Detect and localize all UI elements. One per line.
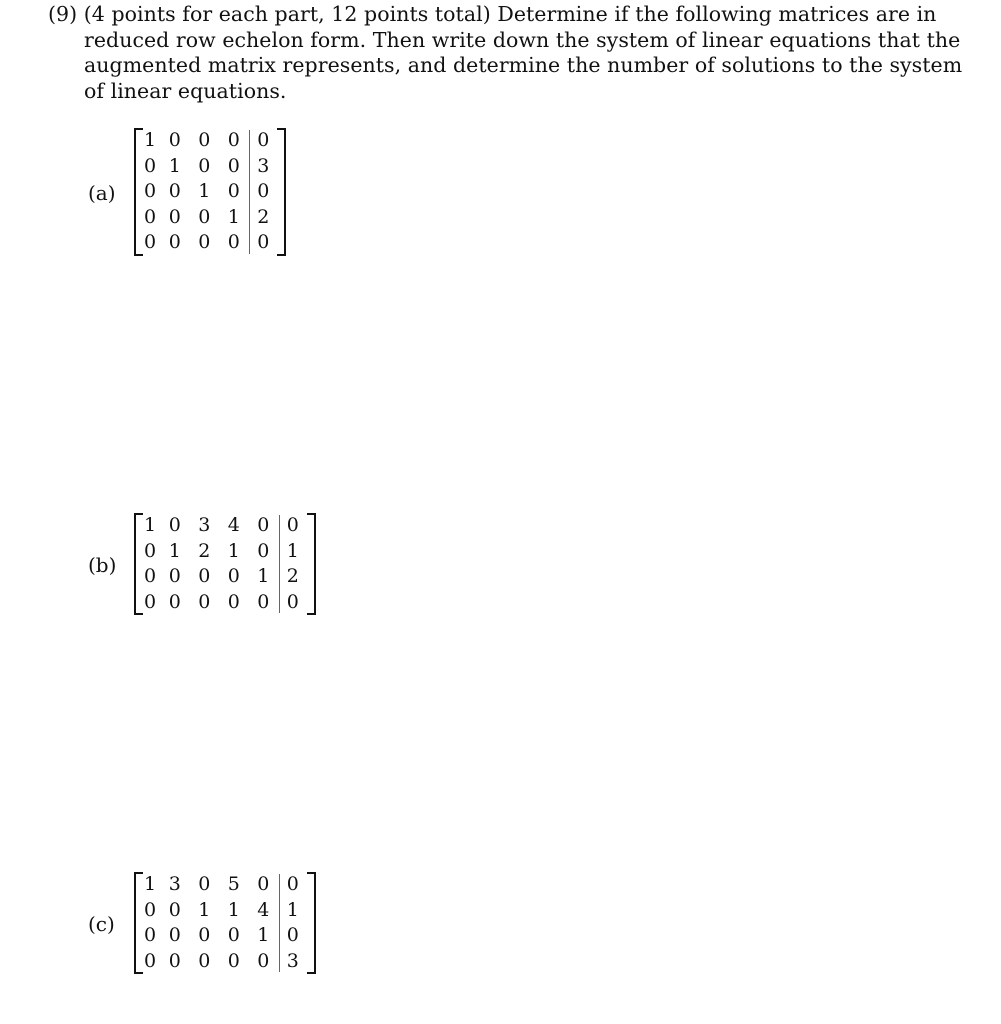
matrix-entry: 0 xyxy=(198,129,211,152)
matrix-entry: 1 xyxy=(227,205,240,228)
matrix-entry: 4 xyxy=(257,898,270,921)
matrix-row xyxy=(136,923,314,949)
problem-text-line: augmented matrix represents, and determine the number of solutions to the system xyxy=(84,53,963,77)
matrix-entry: 0 xyxy=(168,924,181,947)
matrix-entry: 0 xyxy=(198,924,211,947)
matrix-row xyxy=(136,872,314,898)
part-label: (a) xyxy=(88,181,116,205)
problem-text-line: reduced row echelon form. Then write down the system of linear equations that the xyxy=(84,27,961,52)
matrix-entry: 0 xyxy=(168,898,181,921)
matrix-row xyxy=(136,128,284,154)
matrix-rhs-entry: 0 xyxy=(286,514,299,537)
matrix-row xyxy=(136,179,284,205)
matrix-entry: 1 xyxy=(144,514,157,537)
left-bracket xyxy=(134,128,143,256)
matrix-rhs-entry: 0 xyxy=(257,231,270,254)
matrix-entry: 0 xyxy=(227,565,240,588)
matrix-row xyxy=(136,539,314,565)
matrix-rhs-entry: 0 xyxy=(286,924,299,947)
matrix-entry: 0 xyxy=(168,949,181,972)
matrix-entry: 1 xyxy=(227,539,240,562)
matrix-entry: 1 xyxy=(144,873,157,896)
problem-text-line: (9) (4 points for each part, 12 points total) Determine if the following matrices are in xyxy=(48,2,937,26)
matrix-rows xyxy=(136,872,314,974)
right-bracket xyxy=(307,872,316,974)
matrix-rhs-entry: 0 xyxy=(257,180,270,203)
matrix-entry: 0 xyxy=(227,180,240,203)
matrix-entry: 0 xyxy=(198,590,211,613)
augmented-matrix xyxy=(136,513,314,615)
matrix-row xyxy=(136,564,314,590)
matrix-entry: 0 xyxy=(257,949,270,972)
problem-statement xyxy=(48,2,963,104)
matrix-row xyxy=(136,230,284,256)
matrix-entry: 4 xyxy=(227,514,240,537)
matrix-entry: 0 xyxy=(198,873,211,896)
matrix-entry: 0 xyxy=(144,565,157,588)
matrix-entry: 0 xyxy=(168,129,181,152)
matrix-entry: 0 xyxy=(198,565,211,588)
matrix-rows xyxy=(136,128,284,256)
matrix-rhs-entry: 0 xyxy=(257,129,270,152)
matrix-rhs-entry: 2 xyxy=(286,565,299,588)
matrix-entry: 0 xyxy=(168,565,181,588)
matrix-row xyxy=(136,590,314,616)
matrix-entry: 0 xyxy=(257,539,270,562)
matrix-entry: 1 xyxy=(257,924,270,947)
matrix-row xyxy=(136,154,284,180)
matrix-entry: 0 xyxy=(144,949,157,972)
matrix-row xyxy=(136,513,314,539)
problem-text-line: of linear equations. xyxy=(84,78,287,103)
matrix-entry: 3 xyxy=(198,514,211,537)
part-label: (b) xyxy=(88,553,117,577)
matrix-entry: 0 xyxy=(168,590,181,613)
matrix-entry: 0 xyxy=(257,873,270,896)
right-bracket xyxy=(307,513,316,615)
matrix-row xyxy=(136,949,314,975)
matrix-entry: 0 xyxy=(168,231,181,254)
matrix-entry: 0 xyxy=(144,539,157,562)
matrix-entry: 0 xyxy=(227,154,240,177)
left-bracket xyxy=(134,513,143,615)
matrix-entry: 2 xyxy=(198,539,211,562)
matrix-entry: 0 xyxy=(168,514,181,537)
matrix-rhs-entry: 3 xyxy=(286,949,299,972)
matrix-entry: 0 xyxy=(144,154,157,177)
matrix-entry: 0 xyxy=(144,180,157,203)
matrix-entry: 0 xyxy=(198,205,211,228)
matrix-rhs-entry: 1 xyxy=(286,539,299,562)
matrix-entry: 0 xyxy=(144,898,157,921)
matrix-entry: 1 xyxy=(168,539,181,562)
left-bracket xyxy=(134,872,143,974)
matrix-row xyxy=(136,205,284,231)
matrix-rows xyxy=(136,513,314,615)
matrix-entry: 0 xyxy=(227,231,240,254)
matrix-entry: 3 xyxy=(168,873,181,896)
augmented-matrix xyxy=(136,128,284,256)
matrix-entry: 0 xyxy=(257,514,270,537)
matrix-entry: 0 xyxy=(198,949,211,972)
matrix-row xyxy=(136,898,314,924)
matrix-entry: 0 xyxy=(168,205,181,228)
matrix-rhs-entry: 0 xyxy=(286,590,299,613)
matrix-entry: 1 xyxy=(144,129,157,152)
matrix-entry: 0 xyxy=(144,924,157,947)
matrix-rhs-entry: 2 xyxy=(257,205,270,228)
matrix-entry: 1 xyxy=(227,898,240,921)
matrix-entry: 0 xyxy=(198,231,211,254)
augmentation-divider xyxy=(279,515,280,613)
matrix-entry: 0 xyxy=(257,590,270,613)
matrix-entry: 1 xyxy=(198,180,211,203)
matrix-entry: 0 xyxy=(198,154,211,177)
matrix-entry: 0 xyxy=(227,129,240,152)
matrix-entry: 0 xyxy=(144,590,157,613)
part-label: (c) xyxy=(88,912,115,936)
augmented-matrix xyxy=(136,872,314,974)
matrix-rhs-entry: 1 xyxy=(286,898,299,921)
matrix-entry: 0 xyxy=(168,180,181,203)
matrix-rhs-entry: 0 xyxy=(286,873,299,896)
matrix-entry: 1 xyxy=(198,898,211,921)
matrix-entry: 0 xyxy=(227,590,240,613)
matrix-entry: 1 xyxy=(257,565,270,588)
augmentation-divider xyxy=(249,130,250,254)
matrix-rhs-entry: 3 xyxy=(257,154,270,177)
matrix-entry: 1 xyxy=(168,154,181,177)
matrix-entry: 0 xyxy=(227,949,240,972)
matrix-entry: 0 xyxy=(227,924,240,947)
matrix-entry: 0 xyxy=(144,205,157,228)
right-bracket xyxy=(277,128,286,256)
augmentation-divider xyxy=(279,874,280,972)
matrix-entry: 0 xyxy=(144,231,157,254)
matrix-entry: 5 xyxy=(227,873,240,896)
